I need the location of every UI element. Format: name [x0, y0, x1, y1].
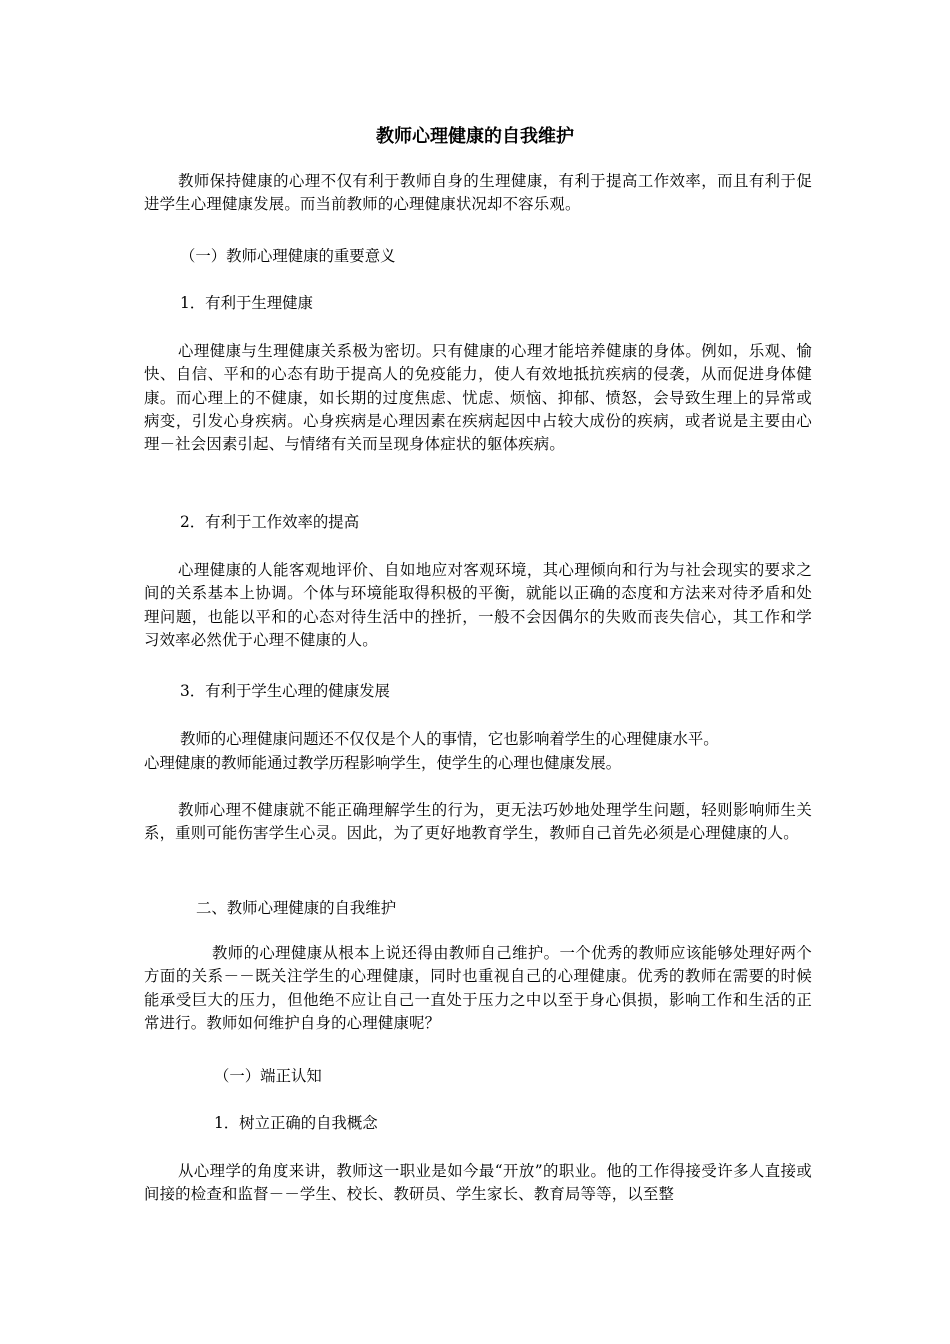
point3-body-line2: 心理健康的教师能通过教学历程影响学生，使学生的心理也健康发展。: [144, 754, 622, 772]
intro-paragraph: 教师保持健康的心理不仅有利于教师自身的生理健康，有利于提高工作效率，而且有利于促进学生心理健康发展。而当前教师的心理健康状况却不容乐观。: [144, 172, 812, 214]
document-title: 教师心理健康的自我维护: [376, 126, 574, 147]
section2-heading: 二、教师心理健康的自我维护: [196, 899, 397, 917]
point1-heading: 1．有利于生理健康: [180, 294, 313, 312]
point1-body: 心理健康与生理健康关系极为密切。只有健康的心理才能培养健康的身体。例如，乐观、愉快、自信、平和的心态有助于提高人的免疫能力，使人有效地抵抗疾病的侵袭，从而促进身体健康。而心理上的不健康，如长期的过度焦虑、忧虑、烦恼、抑郁、愤怒，会导致生理上的异常或病变，引发心身疾病。心身疾病是心理因素在疾病起因中占较大成份的疾病，或者说是主要由心理－社会因素引起、与情绪有关而呈现身体症状的躯体疾病。: [144, 342, 812, 454]
point3-body2: 教师心理不健康就不能正确理解学生的行为，更无法巧妙地处理学生问题，轻则影响师生关系，重则可能伤害学生心灵。因此，为了更好地教育学生，教师自己首先必须是心理健康的人。: [144, 801, 812, 843]
section2-point1-heading: 1．树立正确的自我概念: [214, 1114, 378, 1132]
section2-point1-body: 从心理学的角度来讲，教师这一职业是如今最“开放”的职业。他的工作得接受许多人直接或间接的检查和监督－－学生、校长、教研员、学生家长、教育局等等，以至整: [144, 1162, 812, 1204]
section1-heading: （一）教师心理健康的重要意义: [180, 247, 396, 265]
point2-body: 心理健康的人能客观地评价、自如地应对客观环境，其心理倾向和行为与社会现实的要求之间的关系基本上协调。个体与环境能取得积极的平衡，就能以正确的态度和方法来对待矛盾和处理问题，也能以平和的心态对待生活中的挫折，一般不会因偶尔的失败而丧失信心，其工作和学习效率必然优于心理不健康的人。: [144, 561, 812, 649]
section2-sub-heading: （一）端正认知: [214, 1067, 322, 1085]
point3-body-line1: 教师的心理健康问题还不仅仅是个人的事情，它也影响着学生的心理健康水平。: [180, 730, 719, 748]
point3-heading: 3．有利于学生心理的健康发展: [180, 682, 390, 700]
section2-intro: 教师的心理健康从根本上说还得由教师自己维护。一个优秀的教师应该能够处理好两个方面的关系－－既关注学生的心理健康，同时也重视自己的心理健康。优秀的教师在需要的时候能承受巨大的压力，但他绝不应让自己一直处于压力之中以至于身心俱损，影响工作和生活的正常进行。教师如何维护自身的心理健康呢？: [144, 944, 812, 1032]
point2-heading: 2．有利于工作效率的提高: [180, 513, 360, 531]
